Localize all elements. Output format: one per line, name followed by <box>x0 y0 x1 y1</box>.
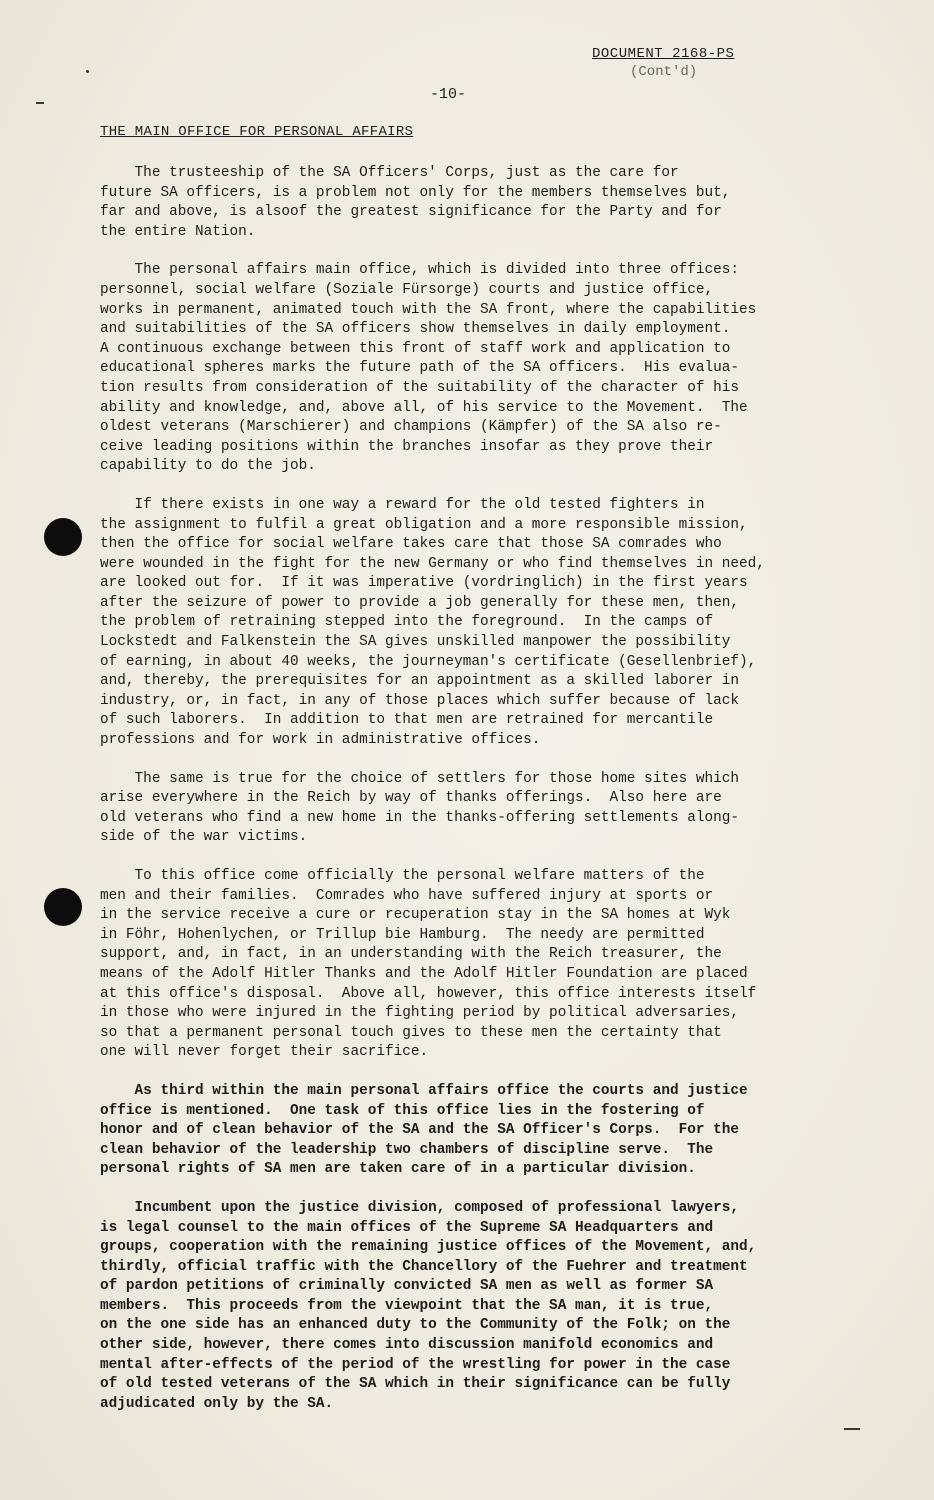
text-line: educational spheres marks the future path of the SA officers. His evalua- <box>100 360 740 377</box>
text-line: oldest veterans (Marschierer) and champions (Kämpfer) of the SA also re- <box>100 419 722 436</box>
text-line: after the seizure of power to provide a job generally for these men, then, <box>100 594 740 611</box>
scan-speck <box>844 1428 860 1430</box>
paragraph-2 <box>100 261 850 477</box>
text-line: A continuous exchange between this front of staff work and application to <box>100 340 731 357</box>
text-line: of pardon petitions of criminally convicted SA men as well as former SA <box>100 1278 714 1295</box>
text-line: office is mentioned. One task of this office lies in the fostering of <box>100 1102 705 1119</box>
text-line: in those who were injured in the fighting period by political adversaries, <box>100 1005 740 1022</box>
paragraph-5 <box>100 867 850 1063</box>
punch-hole-upper <box>44 518 82 556</box>
page-number: -10- <box>430 86 467 103</box>
text-line: is legal counsel to the main offices of the Supreme SA Headquarters and <box>100 1219 714 1236</box>
text-line: of such laborers. In addition to that men are retrained for mercantile <box>100 712 714 729</box>
text-line: ceive leading positions within the branches insofar as they prove their <box>100 438 714 455</box>
text-line: professions and for work in administrative offices. <box>100 732 541 749</box>
text-line: support, and, in fact, in an understanding with the Reich treasurer, the <box>100 946 722 963</box>
text-line: personnel, social welfare (Soziale Fürsorge) courts and justice office, <box>100 281 714 298</box>
text-line: so that a permanent personal touch gives to these men the certainty that <box>100 1024 722 1041</box>
text-line: old veterans who find a new home in the thanks-offering settlements along- <box>100 809 740 826</box>
text-line: then the office for social welfare takes care that those SA comrades who <box>100 536 722 553</box>
text-line: personal rights of SA men are taken care of in a particular division. <box>100 1161 696 1178</box>
punch-hole-lower <box>44 888 82 926</box>
text-line: men and their families. Comrades who have suffered injury at sports or <box>100 887 714 904</box>
paragraph-3 <box>100 496 850 751</box>
text-line: of earning, in about 40 weeks, the journeyman's certificate (Gesellenbrief), <box>100 653 757 670</box>
text-line: on the one side has an enhanced duty to the Community of the Folk; on the <box>100 1317 731 1334</box>
text-line: The same is true for the choice of settlers for those home sites which <box>100 770 740 787</box>
text-line: tion results from consideration of the suitability of the character of his <box>100 379 740 396</box>
text-line: are looked out for. If it was imperative (vordringlich) in the first years <box>100 575 748 592</box>
paragraph-7 <box>100 1199 850 1415</box>
text-line: were wounded in the fight for the new Germany or who find themselves in need, <box>100 555 765 572</box>
paragraph-6 <box>100 1082 850 1180</box>
text-line: works in permanent, animated touch with the SA front, where the capabilities <box>100 301 757 318</box>
document-body <box>100 164 850 1433</box>
text-line: The personal affairs main office, which is divided into three offices: <box>100 262 740 279</box>
text-line: the entire Nation. <box>100 223 256 240</box>
text-line: arise everywhere in the Reich by way of thanks offerings. Also here are <box>100 790 722 807</box>
continuation-note: (Cont'd) <box>630 64 698 80</box>
text-line: means of the Adolf Hitler Thanks and the Adolf Hitler Foundation are placed <box>100 965 748 982</box>
paragraph-4 <box>100 770 850 848</box>
scan-speck <box>36 102 44 104</box>
text-line: at this office's disposal. Above all, however, this office interests itself <box>100 985 757 1002</box>
text-line: side of the war victims. <box>100 829 308 846</box>
text-line: clean behavior of the leadership two chambers of discipline serve. The <box>100 1141 714 1158</box>
text-line: If there exists in one way a reward for the old tested fighters in <box>100 496 705 513</box>
text-line: adjudicated only by the SA. <box>100 1395 334 1412</box>
text-line: As third within the main personal affairs office the courts and justice <box>100 1082 748 1099</box>
document-id: DOCUMENT 2168-PS <box>592 46 735 62</box>
text-line: To this office come officially the personal welfare matters of the <box>100 868 705 884</box>
text-line: one will never forget their sacrifice. <box>100 1044 429 1061</box>
text-line: members. This proceeds from the viewpoint that the SA man, it is true, <box>100 1297 714 1314</box>
paragraph-1 <box>100 164 850 242</box>
text-line: in the service receive a cure or recuperation stay in the SA homes at Wyk <box>100 907 731 924</box>
text-line: and suitabilities of the SA officers show themselves in daily employment. <box>100 321 731 338</box>
text-line: future SA officers, is a problem not only for the members themselves but, <box>100 184 731 201</box>
text-line: ability and knowledge, and, above all, of his service to the Movement. The <box>100 399 748 416</box>
text-line: The trusteeship of the SA Officers' Corps, just as the care for <box>100 165 679 181</box>
text-line: honor and of clean behavior of the SA and the SA Officer's Corps. For the <box>100 1122 740 1139</box>
text-line: the problem of retraining stepped into the foreground. In the camps of <box>100 614 714 631</box>
text-line: in Föhr, Hohenlychen, or Trillup bie Hamburg. The needy are permitted <box>100 926 705 943</box>
text-line: Incumbent upon the justice division, composed of professional lawyers, <box>100 1199 740 1216</box>
text-line: and, thereby, the prerequisites for an appointment as a skilled laborer in <box>100 673 740 690</box>
text-line: groups, cooperation with the remaining justice offices of the Movement, and, <box>100 1239 757 1256</box>
scan-speck <box>86 70 89 73</box>
text-line: Lockstedt and Falkenstein the SA gives unskilled manpower the possibility <box>100 634 731 651</box>
section-title: THE MAIN OFFICE FOR PERSONAL AFFAIRS <box>100 124 414 140</box>
text-line: the assignment to fulfil a great obligation and a more responsible mission, <box>100 516 748 533</box>
text-line: other side, however, there comes into discussion manifold economics and <box>100 1337 714 1354</box>
text-line: mental after-effects of the period of the wrestling for power in the case <box>100 1356 731 1373</box>
text-line: capability to do the job. <box>100 458 316 475</box>
text-line: thirdly, official traffic with the Chancellory of the Fuehrer and treatment <box>100 1258 748 1275</box>
text-line: far and above, is alsoof the greatest significance for the Party and for <box>100 204 722 221</box>
text-line: of old tested veterans of the SA which in their significance can be fully <box>100 1376 731 1393</box>
text-line: industry, or, in fact, in any of those places which suffer because of lack <box>100 692 740 709</box>
